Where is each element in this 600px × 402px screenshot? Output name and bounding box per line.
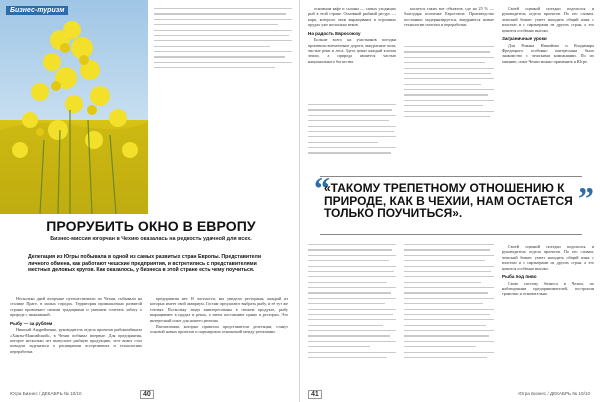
- subheading: Рыбу — за рублем: [10, 320, 53, 326]
- paragraph: Впечатления, которые привезли представители делегации, станут основой новых проектов и партнерских отношений между регионами.: [150, 324, 288, 335]
- paragraph: Для Романа Нимийова и Владимира Фредецкого особенно интересным было знакомство с чешскими компаниями. По их мнению, опыт Чехии можно применить в Югре.: [502, 42, 594, 64]
- column-1-filler: [308, 104, 396, 158]
- footer-left: Югра Бизнес / ДЕКАБРЬ № 10/10: [10, 391, 82, 396]
- left-column-2: [150, 296, 288, 392]
- subheading: На радость Евросоюзу: [308, 30, 361, 36]
- article-headline: ПРОРУБИТЬ ОКНО В ЕВРОПУ: [46, 218, 256, 234]
- paragraph: Больше всего на участников поездки произвели впечатление дороги, аккуратные поля, чистые реки и леса. Здесь ценят каждый клочок земли, а природа является частью национального богатства.: [308, 37, 396, 64]
- rapeseed-field-image: [0, 0, 148, 214]
- subheading: Рыба под пиво: [502, 274, 537, 280]
- quote-rule-bottom: [320, 234, 582, 235]
- right-page: [300, 0, 600, 402]
- article-subhead: Бизнес-миссия югорчан в Чехию оказалась на редкость удачной для всех.: [50, 236, 252, 242]
- page-number: 41: [308, 390, 322, 399]
- page-number-left: [140, 391, 154, 398]
- quote-rule-top: [320, 176, 582, 177]
- lower-column-3: [502, 244, 594, 390]
- paragraph: Своей оценкой поездки поделился и руководитель отдела проектов. По его словам, чешский бизнес умеет находить общий язык с властью и с партнерами из других стран, а это ценится особенно высоко.: [502, 244, 594, 271]
- paragraph: предприятия нет. В частности, мы увидели рестораны, каждый из которых имеет свой аквариум. Гостям предлагают выбрать рыбу, и её тут же готовят. Поскольку люди заинтересованы в свежем продукте, рыбу выращивают в прудах и реках, а затем поставляют прямо в ресторан. Это интересный опыт для нашего региона.: [150, 296, 288, 323]
- footer-right: Югра Бизнес / ДЕКАБРЬ № 10/10: [518, 391, 590, 396]
- article-lede: Делегация из Югры побывала в одной из самых развитых стран Европы. Представители личного обмена, как работают чешские предприятия, и встретились с представителями местных деловых кругов. Как оказалось, у бизнеса в этой стране есть чему поучиться.: [28, 254, 262, 274]
- subheading: Заграничные уроки: [502, 36, 547, 42]
- paragraph: Свою систему бизнеса в Чехии, по наблюдениям предпринимателей, построили грамотно и основательно.: [502, 280, 594, 297]
- paragraph: касается таких вот объектов, где на 25 % — благодаря политике Евросоюза. Производство постоянно модернизируется, внедряются новые технологии очистки и переработки.: [404, 6, 494, 28]
- close-quote-mark: ”: [578, 180, 594, 216]
- section-tag: Бизнес-туризм: [6, 6, 68, 15]
- rapeseed-photo: [0, 0, 148, 214]
- paragraph: Несколько дней югорчане путешествовали по Чехии, побывали на столице Праге, в малых городах. Территория промышленно развитой страны привлекает своими традициями и умением сочетать заботу о природе с экономикой.: [10, 296, 142, 318]
- photo-side-text: [154, 8, 292, 73]
- open-quote-mark: “: [314, 170, 330, 206]
- lower-column-2: [404, 244, 494, 362]
- paragraph: Своей оценкой поездки поделился и руководитель отдела проектов. По его словам, чешский бизнес умеет находить общий язык с властью и с партнерами из других стран, а это ценится особенно высоко.: [502, 6, 594, 33]
- column-2-filler: [404, 46, 494, 121]
- paragraph: Николай Андрейченко, руководитель отдела проектов рыбокомбината «Ханты-Мансийский», в Чехии побывал впервые. Для предприятия, которое несколько лет выпускает рыбную продукцию, этот визит стал поводом задуматься о расширении ассортимента и технологиях переработки.: [10, 327, 142, 354]
- right-column-3: [502, 6, 594, 168]
- page-number-right: [308, 391, 322, 398]
- lower-column-1: [308, 244, 396, 362]
- pull-quote: «ТАКОМУ ТРЕПЕТНОМУ ОТНОШЕНИЮ К ПРИРОДЕ, КАК В ЧЕХИИ, НАМ ОСТАЕТСЯ ТОЛЬКО ПОУЧИТЬСЯ».: [324, 181, 573, 220]
- left-column-1: [10, 296, 142, 392]
- page-number: 40: [140, 390, 154, 399]
- paragraph: основном кафе и салоны — самых уходящих рыб в этой стране. Основной рыбный ресурс — карп, которого чехи выращивают в огромных прудах уже несколько веков.: [308, 6, 396, 28]
